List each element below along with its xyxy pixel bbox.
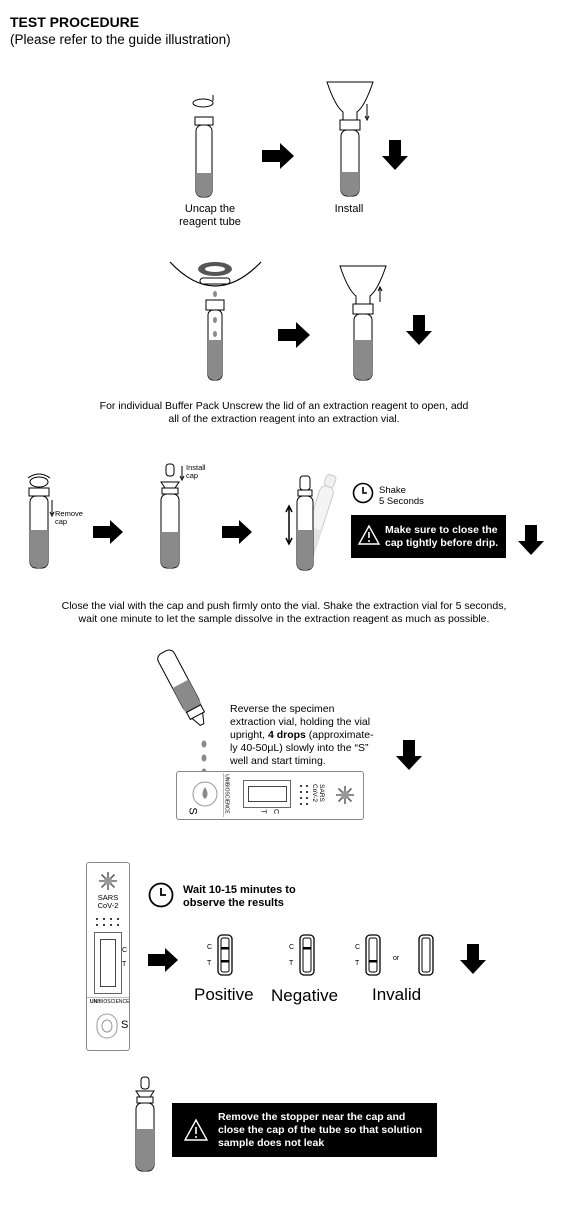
- arrow-right-icon: [278, 322, 310, 348]
- arrow-down-icon: [518, 525, 544, 555]
- clock-icon: [148, 882, 174, 908]
- shake-label-line2: 5 Seconds: [379, 496, 424, 507]
- warning-line1: Make sure to close the: [385, 524, 498, 536]
- shake-vial-illustration: [265, 470, 345, 582]
- sample-well: [191, 780, 219, 808]
- negative-label: Negative: [271, 986, 339, 1005]
- result-window: [243, 780, 291, 808]
- step4-line2: extraction vial, holding the vial: [230, 716, 371, 728]
- dot-grid: [299, 784, 309, 806]
- step4-line5: well and start timing.: [230, 755, 326, 767]
- s-label: S: [186, 807, 199, 815]
- step3-line2: wait one minute to let the sample dissolve in the extraction reagent as much as possible.: [78, 613, 490, 625]
- positive-result-strip: [217, 934, 233, 976]
- reagent-tube-uncap-illustration: [185, 95, 225, 205]
- virus-icon: [98, 871, 118, 891]
- arrow-right-icon: [222, 520, 252, 544]
- invalid-c-label: C: [355, 944, 361, 951]
- invalid-label: Invalid: [372, 985, 422, 1004]
- install-cap-line2: cap: [186, 471, 199, 480]
- install-label: Install: [334, 203, 364, 215]
- uncap-label: [170, 203, 250, 229]
- install-cap-illustration: [155, 462, 185, 572]
- arrow-down-icon: [460, 944, 486, 974]
- invalid-result-strip-t-only: [365, 934, 381, 976]
- t-label: T: [122, 961, 127, 968]
- reagent-tube-install-illustration: [325, 78, 375, 200]
- t-label: T: [259, 809, 267, 814]
- cassette-sars-label: SARS CoV-2: [97, 893, 119, 910]
- test-cassette-horizontal: [176, 771, 364, 820]
- warning-triangle-icon: [184, 1119, 208, 1141]
- step3-line1: Close the vial with the cap and push firmly onto the vial. Shake the extraction vial for 5 seconds,: [61, 600, 507, 612]
- step4-line4: ly 40-50μL) slowly into the “S”: [230, 742, 369, 754]
- warning-triangle-icon: [358, 525, 380, 545]
- test-cassette-vertical: [86, 862, 130, 1051]
- negative-result-strip: [299, 934, 315, 976]
- page-title: TEST PROCEDURE: [10, 14, 140, 30]
- positive-c-label: C: [207, 944, 213, 951]
- virus-icon: [335, 785, 355, 805]
- uncap-label-line2: reagent tube: [179, 216, 241, 228]
- c-label: C: [272, 808, 280, 815]
- arrow-down-icon: [396, 740, 422, 770]
- or-label: or: [393, 955, 400, 962]
- invalid-t-label: T: [355, 960, 360, 967]
- result-window: [94, 932, 122, 994]
- positive-label: Positive: [194, 985, 254, 1004]
- shake-label: [379, 485, 424, 507]
- wait-line2: observe the results: [183, 897, 284, 909]
- stopper-warning-line3: sample does not leak: [218, 1137, 325, 1149]
- page-subtitle: (Please refer to the guide illustration): [10, 32, 231, 47]
- step3-instructions: [30, 600, 538, 626]
- s-label: S: [121, 1019, 129, 1031]
- arrow-down-icon: [406, 315, 432, 345]
- negative-c-label: C: [289, 944, 295, 951]
- sample-well: [96, 1013, 118, 1039]
- c-label: C: [122, 947, 128, 954]
- remove-cap-line1: Remove: [55, 509, 83, 518]
- step2-line1: For individual Buffer Pack Unscrew the lid of an extraction reagent to open, add: [99, 400, 469, 412]
- invalid-result-strip-no-lines: [418, 934, 434, 976]
- close-cap-warning: [351, 515, 506, 558]
- dot-grid: [95, 917, 121, 927]
- capped-vial-illustration: [130, 1075, 160, 1175]
- remove-cap-label: [55, 510, 83, 526]
- remove-cap-line2: cap: [55, 517, 68, 526]
- step4-line3: upright, 4 drops (approximate-: [230, 729, 374, 741]
- arrow-right-icon: [93, 520, 123, 544]
- arrow-down-icon: [382, 140, 408, 170]
- stopper-warning: [172, 1103, 437, 1157]
- shake-label-line1: Shake: [379, 485, 406, 496]
- warning-line2: cap tightly before drip.: [385, 537, 499, 549]
- step4-instructions: [230, 703, 380, 768]
- buffer-pack-pour-illustration: [168, 260, 263, 385]
- extraction-vial-install-illustration: [338, 262, 388, 384]
- divider: [87, 997, 129, 998]
- cassette-sars-label: SARS CoV-2: [311, 783, 326, 803]
- arrow-right-icon: [148, 948, 178, 972]
- uncap-label-line1: Uncap the: [184, 203, 236, 215]
- stopper-warning-line1: Remove the stopper near the cap and: [218, 1111, 406, 1123]
- wait-line1: Wait 10-15 minutes to: [183, 884, 296, 896]
- step4-line1: Reverse the specimen: [230, 703, 335, 715]
- arrow-right-icon: [262, 143, 294, 169]
- stopper-warning-line2: close the cap of the tube so that solution: [218, 1124, 423, 1136]
- install-cap-line1: Install: [186, 463, 206, 472]
- inverted-vial-drip-illustration: [145, 648, 215, 783]
- step2-instructions: [40, 400, 528, 426]
- cassette-brand: UNIBIOSCIENCE: [223, 774, 230, 814]
- clock-icon: [352, 482, 374, 504]
- wait-instructions: [183, 884, 296, 910]
- drops-count: 4 drops: [267, 729, 306, 741]
- negative-t-label: T: [289, 960, 294, 967]
- install-cap-label: [186, 464, 206, 480]
- step2-line2: all of the extraction reagent into an extraction vial.: [168, 413, 400, 425]
- cassette-brand: UNIBIOSCIENCE: [90, 999, 130, 1005]
- positive-t-label: T: [207, 960, 212, 967]
